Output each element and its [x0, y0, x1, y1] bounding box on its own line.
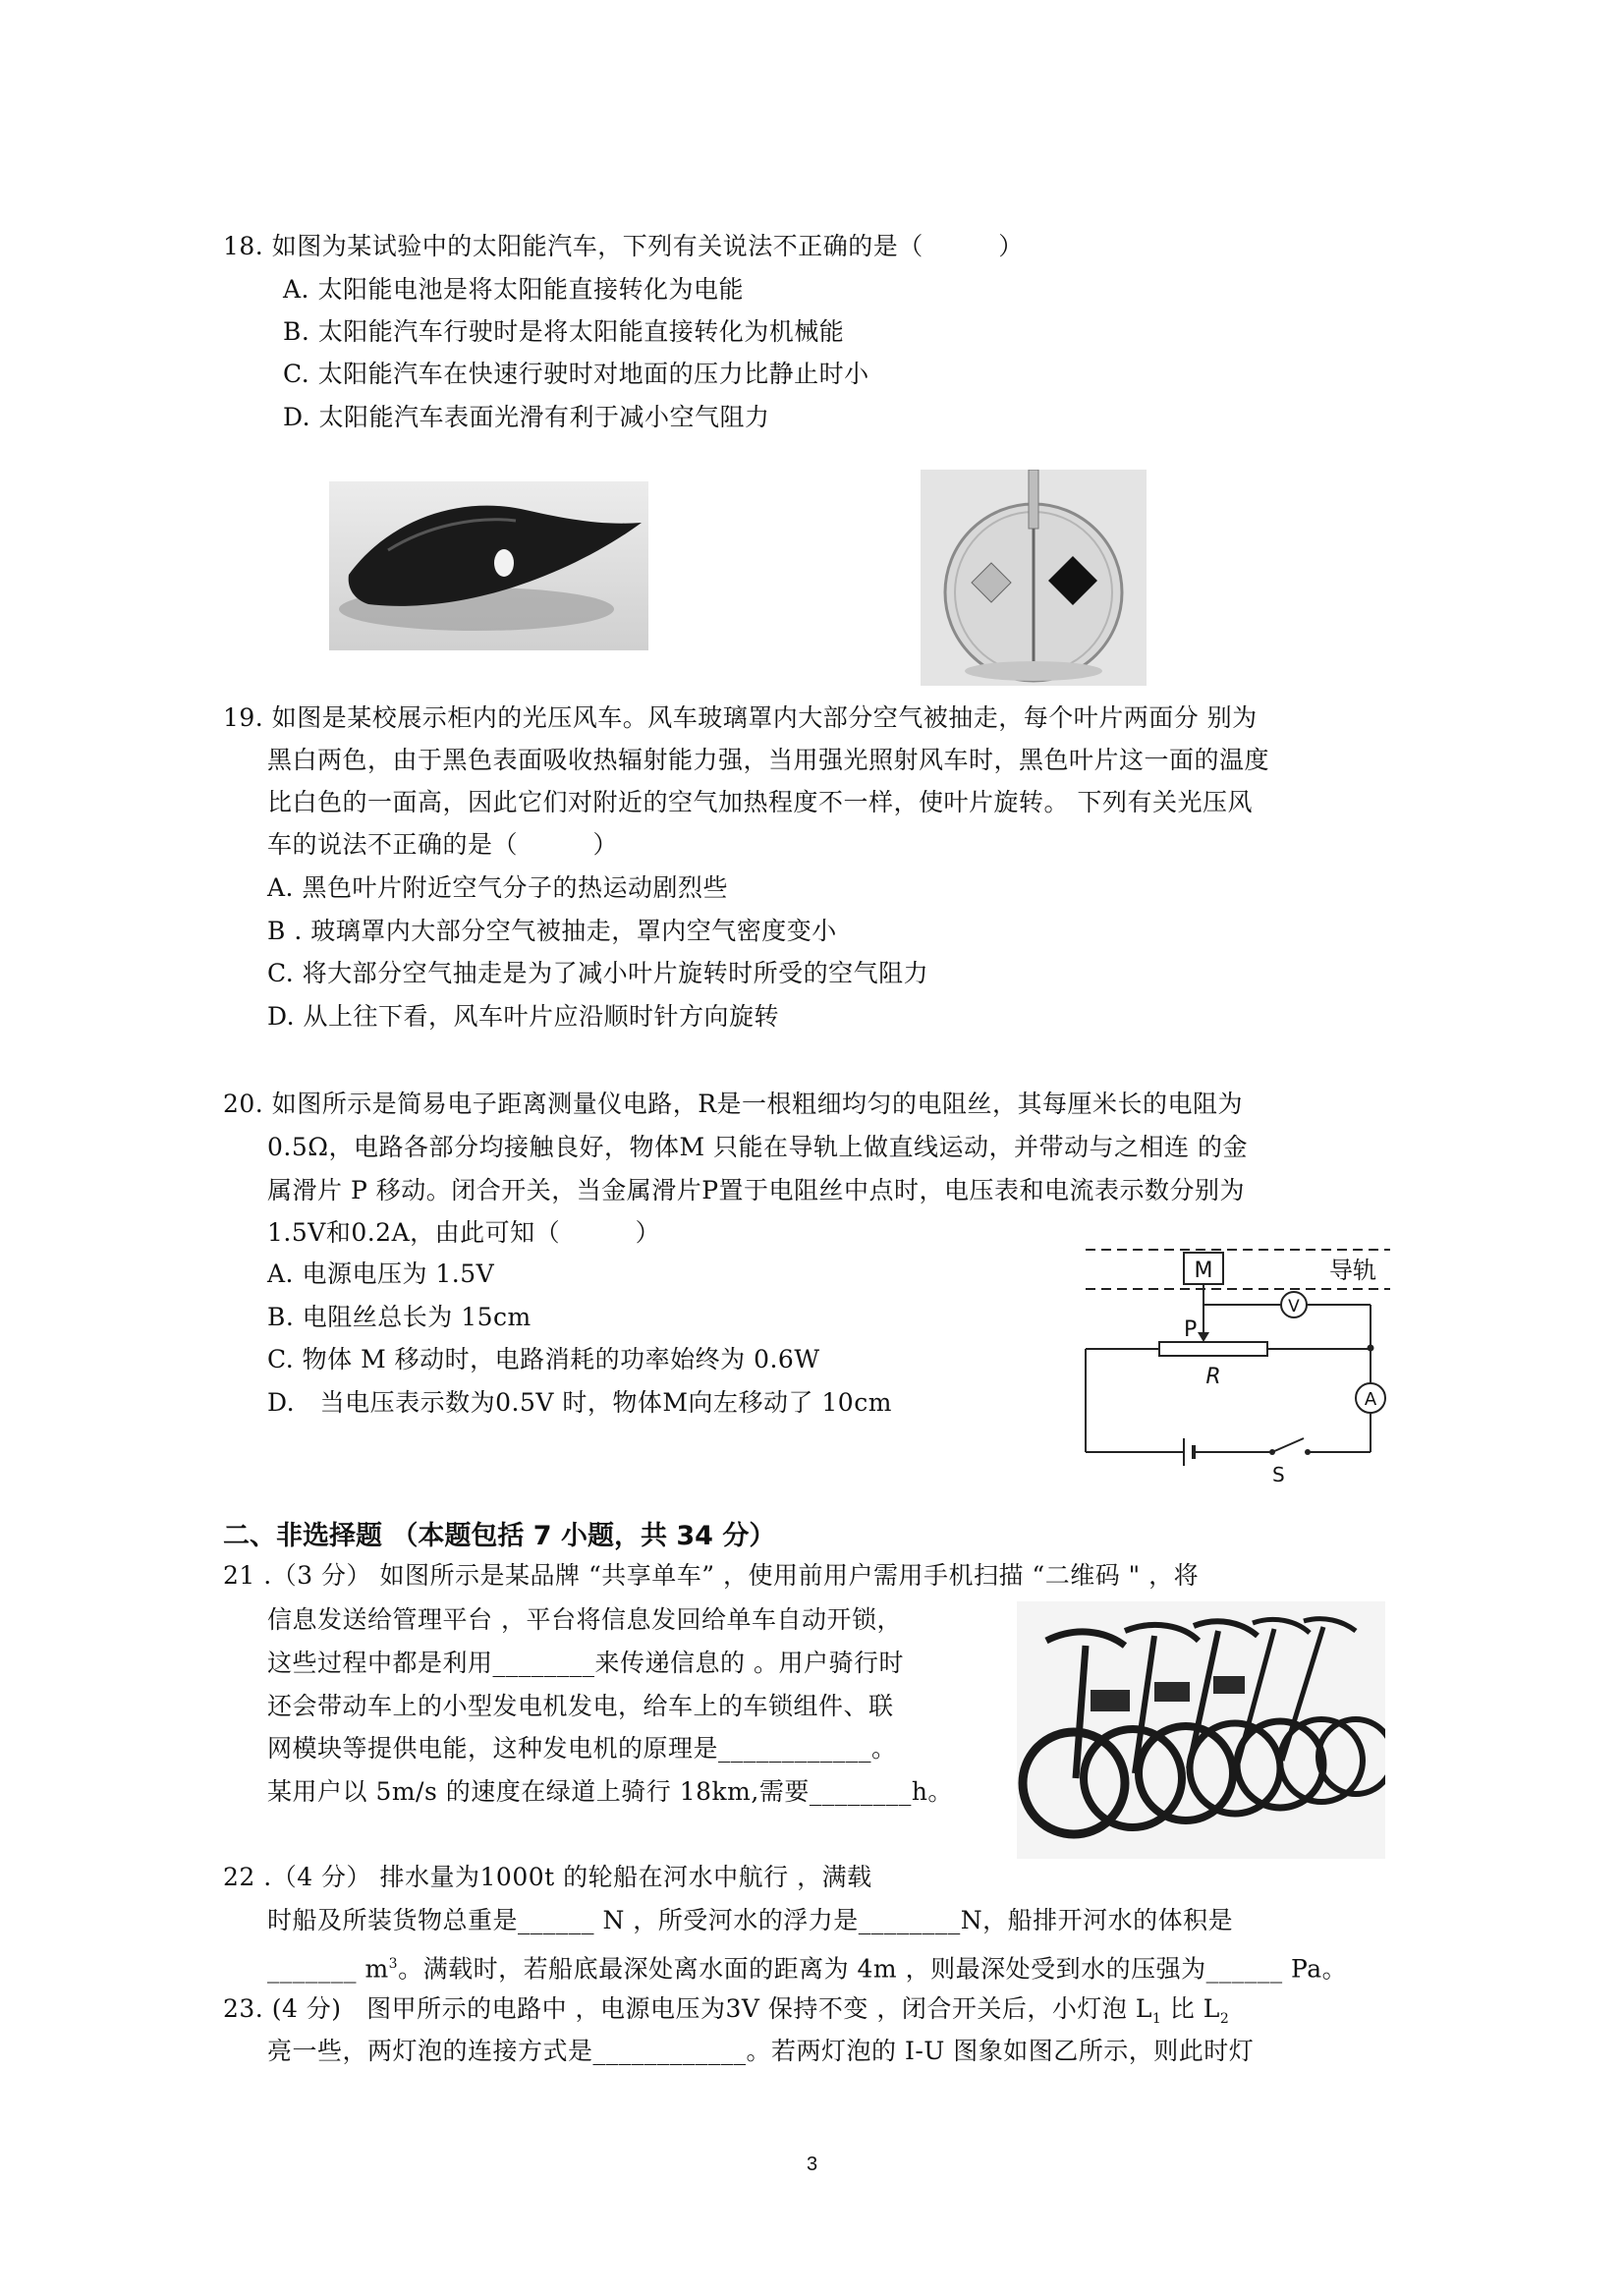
q21-line-5: 网模块等提供电能，这种发电机的原理是____________。 [267, 1734, 897, 1763]
circuit-label-r: R [1205, 1365, 1221, 1389]
q19-stem-line-1: 19. 如图是某校展示柜内的光压风车。风车玻璃罩内大部分空气被抽走，每个叶片两面分 别为 [223, 703, 1258, 732]
q20-stem-line-1: 20. 如图所示是简易电子距离测量仪电路，R是一根粗细均匀的电阻丝，其每厘米长的电阻为 [223, 1090, 1244, 1118]
q19-stem-line-3: 比白色的一面高，因此它们对附近的空气加热程度不一样，使叶片旋转。 下列有关光压风 [267, 788, 1253, 816]
q21-line-2: 信息发送给管理平台 ，平台将信息发回给单车自动开锁， [267, 1605, 902, 1634]
q20-option-c: C. 物体 M 移动时，电路消耗的功率始终为 0.6W [267, 1345, 820, 1373]
circuit-label-rail: 导轨 [1329, 1257, 1376, 1284]
q18-stem: 18. 如图为某试验中的太阳能汽车，下列有关说法不正确的是（ ） [223, 232, 1024, 260]
circuit-label-v: V [1288, 1297, 1300, 1316]
q18-option-a: A. 太阳能电池是将太阳能直接转化为电能 [283, 275, 744, 304]
q21-line-3: 这些过程中都是利用________来传递信息的 。用户骑行时 [267, 1649, 904, 1677]
q20-option-b: B. 电阻丝总长为 15cm [267, 1303, 532, 1331]
q19-option-d: D. 从上往下看，风车叶片应沿顺时针方向旋转 [267, 1002, 780, 1031]
circuit-label-m: M [1194, 1259, 1213, 1283]
circuit-label-s: S [1272, 1463, 1285, 1484]
q22-line-1: 22 .（4 分） 排水量为1000t 的轮船在河水中航行 ，满载 [223, 1863, 872, 1891]
q18-option-d: D. 太阳能汽车表面光滑有利于减小空气阻力 [283, 403, 770, 431]
q22-line-2: 时船及所装货物总重是______ N ，所受河水的浮力是________N，船排开河水的体积是 [267, 1906, 1234, 1934]
q19-option-b: B . 玻璃罩内大部分空气被抽走，罩内空气密度变小 [267, 917, 837, 945]
circuit-label-a: A [1364, 1389, 1377, 1410]
shared-bikes-photo [1017, 1601, 1385, 1859]
solar-car-photo [329, 481, 648, 650]
q21-line-4: 还会带动车上的小型发电机发电，给车上的车锁组件、联 [267, 1692, 894, 1720]
q21-line-6: 某用户以 5m/s 的速度在绿道上骑行 18km,需要________h。 [267, 1777, 953, 1806]
q22-line-3: _______ $m^3$。满载时，若船底最深处离水面的距离为 4m ，则最深处受到水的压强为______ Pa。 [267, 1954, 1348, 1984]
q19-stem-line-2: 黑白两色，由于黑色表面吸收热辐射能力强，当用强光照射风车时，黑色叶片这一面的温度 [267, 746, 1270, 774]
q21-line-1: 21 .（3 分） 如图所示是某品牌 “共享单车” ，使用前用户需用手机扫描 “二维码 " ，将 [223, 1561, 1200, 1590]
q20-stem-line-3: 属滑片 P 移动。闭合开关，当金属滑片P置于电阻丝中点时，电压表和电流表示数分别为 [267, 1176, 1246, 1204]
q19-option-c: C. 将大部分空气抽走是为了减小叶片旋转时所受的空气阻力 [267, 959, 929, 987]
circuit-label-p: P [1184, 1317, 1198, 1342]
q20-stem-line-2: 0.5Ω，电路各部分均接触良好，物体M 只能在导轨上做直线运动，并带动与之相连 的金 [267, 1133, 1248, 1161]
q18-option-c: C. 太阳能汽车在快速行驶时对地面的压力比静止时小 [283, 360, 869, 388]
q19-stem-line-4: 车的说法不正确的是（ ） [267, 830, 619, 859]
q23-line-2: 亮一些，两灯泡的连接方式是____________。若两灯泡的 I-U 图象如图乙所示，则此时灯 [267, 2037, 1255, 2065]
q20-option-d: D. 当电压表示数为0.5V 时，物体M向左移动了 10cm [267, 1388, 892, 1417]
page-number: 3 [807, 2154, 818, 2175]
q19-option-a: A. 黑色叶片附近空气分子的热运动剧烈些 [267, 873, 728, 902]
section-heading: 二、非选择题 （本题包括 7 小题，共 34 分） [223, 1521, 776, 1551]
q20-option-a: A. 电源电压为 1.5V [267, 1260, 495, 1288]
q18-option-b: B. 太阳能汽车行驶时是将太阳能直接转化为机械能 [283, 317, 845, 346]
q20-stem-line-4: 1.5V和0.2A，由此可知（ ） [267, 1218, 661, 1247]
distance-meter-circuit [1076, 1238, 1400, 1484]
light-windmill-photo [921, 470, 1147, 686]
q23-line-1: 23. (4 分) 图甲所示的电路中 ，电源电压为3V 保持不变 ，闭合开关后，小灯泡 $L_1$ 比 $L_2$ [223, 1994, 1230, 2027]
